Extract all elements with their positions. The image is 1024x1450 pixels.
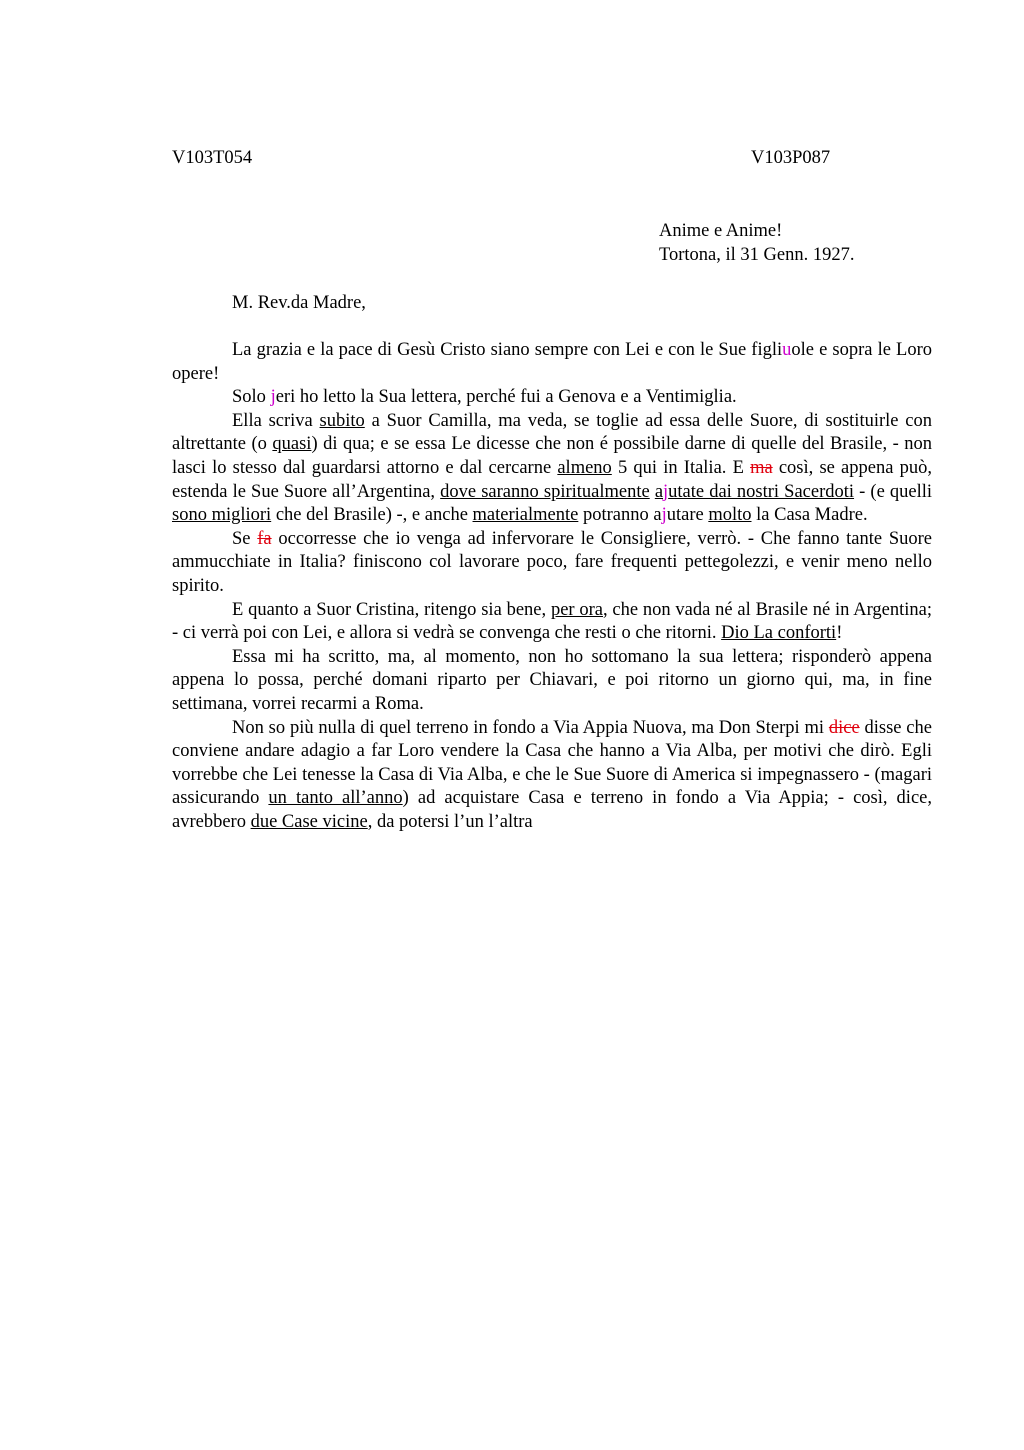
text-run: potranno a xyxy=(578,505,662,526)
text-run: ) ad acquistare Casa e terreno in fondo a Via Appia; - così, dice, avrebbero xyxy=(172,788,932,832)
paragraph-7 xyxy=(172,717,932,835)
text-run: Solo xyxy=(232,387,271,408)
text-run: eri ho letto la Sua lettera, perché fui a Genova e a Ventimiglia. xyxy=(275,387,737,408)
text-run: Ella scriva xyxy=(232,410,320,431)
text-run: - (e quelli xyxy=(854,481,933,502)
underlined-text: un tanto all’anno xyxy=(268,788,403,809)
inserted-letter: j xyxy=(270,387,276,408)
text-run: a Suor Camilla, ma veda, se toglie ad essa delle Suore, di sostituirle con altrettante (o xyxy=(172,410,932,455)
text-run: , da potersi l’un l’altra xyxy=(367,811,533,832)
underlined-text: materialmente xyxy=(472,505,579,526)
text-run: 5 qui in Italia. E xyxy=(611,457,751,478)
underlined-text: dove saranno spiritualmente xyxy=(440,481,650,502)
underlined-text: molto xyxy=(708,505,752,526)
text-run: che del Brasile) -, e anche xyxy=(271,505,473,526)
underlined-text: utate dai nostri Sacerdoti xyxy=(668,481,855,502)
text-run: ! xyxy=(836,623,843,644)
underlined-text: Dio La conforti xyxy=(721,623,837,644)
text-run: utare xyxy=(666,505,709,526)
deleted-word: fa xyxy=(257,528,272,549)
paragraph-5 xyxy=(172,599,932,646)
underlined-text: sono migliori xyxy=(172,505,272,526)
underlined-text: quasi xyxy=(272,434,312,455)
text-run: così, se appena può, estenda le Sue Suore all’Argentina, xyxy=(172,457,932,502)
text-run: , che non vada né al Brasile né in Argentina; - ci verrà poi con Lei, e allora si vedrà se convenga che resti o che ritorni. xyxy=(172,599,932,644)
document-code-left: V103T054 xyxy=(172,148,253,168)
paragraph-2 xyxy=(172,386,932,410)
paragraph-6 xyxy=(172,646,932,717)
deleted-word: dice xyxy=(828,717,860,738)
text-run: disse che conviene andare adagio a far Loro vendere la Casa che hanno a Via Alba, per motivi che dirò. Egli vorrebbe che Lei tenesse la Casa di Via Alba, e che le Sue Suore di America si impegnassero - (magari assicurando xyxy=(172,717,932,809)
place-date: Tortona, il 31 Genn. 1927. xyxy=(659,245,855,265)
underlined-text: due Case vicine xyxy=(250,811,368,832)
underlined-text: almeno xyxy=(557,457,612,478)
text-run: E quanto a Suor Cristina, ritengo sia bene, xyxy=(232,599,551,620)
underlined-text: subito xyxy=(319,410,365,431)
underlined-text: per ora xyxy=(550,599,603,620)
paragraph-3 xyxy=(172,410,932,528)
paragraph-1 xyxy=(172,339,932,386)
salutation: M. Rev.da Madre, xyxy=(232,293,366,313)
text-run: Essa mi ha scritto, ma, al momento, non ho sottomano la sua lettera; risponderò appena appena lo possa, perché domani riparto per Chiavari, e poi ritorno un giorno qui, ma, in fine settimana, vorrei recarmi a Roma. xyxy=(172,646,932,714)
dateline xyxy=(659,219,855,267)
underlined-text: a xyxy=(654,481,664,502)
inserted-letter: u xyxy=(782,340,792,360)
text-run: occorresse che io venga ad infervorare le Consigliere, verrò. - Che fanno tante Suore ammucchiate in Italia? finiscono col lavorare poco, fare frequenti pettegolezzi, e venir meno nello spirito. xyxy=(172,528,932,596)
letter-body xyxy=(172,339,932,834)
text-run: Se xyxy=(232,528,258,549)
inserted-letter: j xyxy=(661,505,667,526)
text-run: La grazia e la pace di Gesù Cristo siano sempre con Lei e con le Sue figli xyxy=(232,340,783,360)
text-run: Non so più nulla di quel terreno in fondo a Via Appia Nuova, ma Don Sterpi mi xyxy=(232,717,829,738)
paragraph-4 xyxy=(172,528,932,599)
inserted-letter: j xyxy=(663,481,669,502)
text-run: ) di qua; e se essa Le dicesse che non é possibile darne di quelle del Brasile, - non lasci lo stesso dal guardarsi attorno e dal cercarne xyxy=(172,434,932,478)
deleted-word: ma xyxy=(750,457,773,478)
text-run: la Casa Madre. xyxy=(751,505,868,526)
document-code-right: V103P087 xyxy=(751,148,831,168)
motto: Anime e Anime! xyxy=(659,221,783,241)
text-run: ole e sopra le Loro opere! xyxy=(172,340,932,384)
